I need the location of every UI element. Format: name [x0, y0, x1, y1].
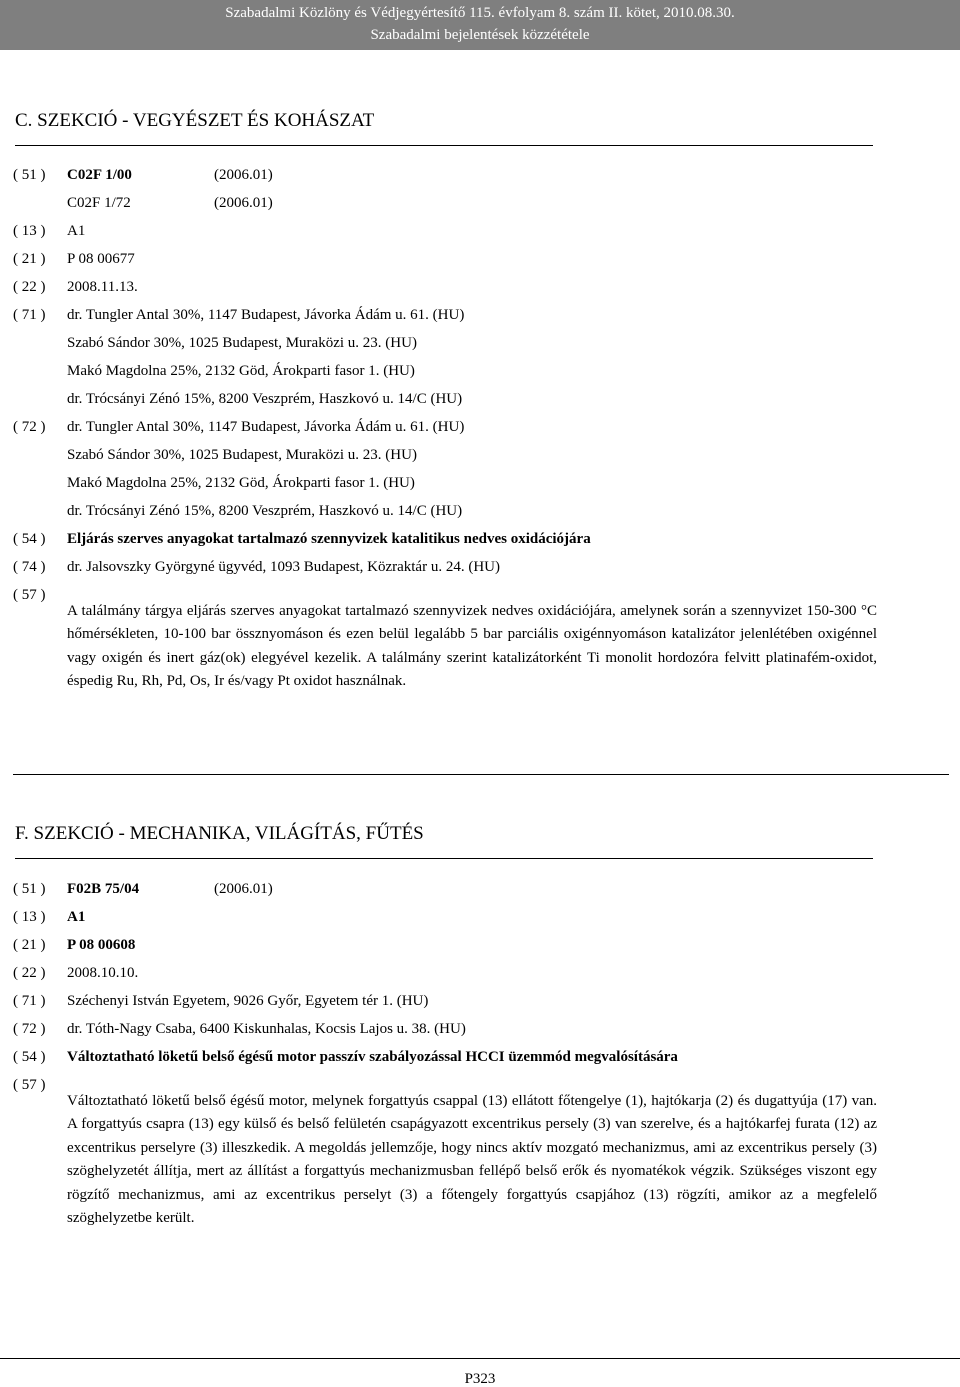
biblio-row — [13, 555, 933, 579]
inventor: Makó Magdolna 25%, 2132 Göd, Árokparti fasor 1. (HU) — [67, 475, 415, 491]
filing-date: 2008.11.13. — [67, 279, 138, 295]
biblio-row — [13, 387, 933, 411]
biblio-row — [13, 961, 933, 985]
biblio-row — [13, 1017, 933, 1041]
biblio-row — [13, 905, 933, 929]
biblio-row — [13, 275, 933, 299]
abstract-text: A találmány tárgya eljárás szerves anyagokat tartalmazó szennyvizek nedves oxidációjára, amelynek során a szennyvizet 150-300 °C hőmérsékleten, 10-100 bar össznyomáson és ezen belül legalább 5 bar parciális oxigénnyomáson katalizátor jelenlétében oxigénnel vagy oxigén és inert gáz(ok) elegyével kezelik. A találmány szerint katalizátorként Ti monolit hordozóra felvitt platinafém-oxidot, éspedig Ru, Rh, Pd, Os, Ir és/vagy Pt oxidot használnak. — [67, 603, 877, 690]
biblio-row — [13, 1045, 933, 1069]
section-c-rule — [15, 145, 873, 146]
biblio-row — [13, 331, 933, 355]
inid-code: ( 74 ) — [13, 559, 46, 575]
biblio-row — [13, 933, 933, 957]
applicant: Szabó Sándor 30%, 1025 Budapest, Muraközi u. 23. (HU) — [67, 335, 417, 351]
inid-code: ( 21 ) — [13, 937, 46, 953]
kind-code: A1 — [67, 223, 86, 239]
ipc-class: C02F 1/00 — [67, 167, 132, 183]
biblio-row — [13, 191, 933, 215]
page-header-band — [0, 0, 960, 50]
inventor: dr. Tóth-Nagy Csaba, 6400 Kiskunhalas, Kocsis Lajos u. 38. (HU) — [67, 1021, 466, 1037]
biblio-row — [13, 989, 933, 1013]
application-number: P 08 00608 — [67, 937, 136, 953]
inventor: dr. Tungler Antal 30%, 1147 Budapest, Jávorka Ádám u. 61. (HU) — [67, 419, 465, 435]
biblio-row — [13, 163, 933, 187]
page-number: P323 — [464, 1371, 496, 1387]
inid-code: ( 13 ) — [13, 909, 46, 925]
inid-code: ( 51 ) — [13, 881, 46, 897]
applicant: dr. Trócsányi Zénó 15%, 8200 Veszprém, Haszkovó u. 14/C (HU) — [67, 391, 463, 407]
invention-title: Eljárás szerves anyagokat tartalmazó szennyvizek katalitikus nedves oxidációjára — [67, 531, 591, 547]
inid-code: ( 57 ) — [13, 587, 46, 603]
biblio-row — [13, 359, 933, 383]
filing-date: 2008.10.10. — [67, 965, 139, 981]
abstract-text: Változtatható löketű belső égésű motor, melynek forgattyús csappal (13) ellátott főtengelye (1), hajtókarja (2) és dugattyúja (17) van. A forgattyús csapra (13) egy külső és belső felületén csapágyazott excentrikus persely (3) van szerelve, és a hajtókarfej furata (12) az excentrikus perselyre (3) illeszkedik. A megoldás jellemzője, hogy nincs aktív mozgató mechanizmus, ami az excentrikus persely (3) szöghelyzetét állítja, mert az állítást a forgattyús mechanizmusban fellépő belső erők és nyomatékok végzik. Szükséges viszont egy rögzítő mechanizmus, ami az excentrikus perselyt (3) a főtengely forgattyús csapjához (13) rögzíti, amikor az a megfelelő szöghelyzetbe került. — [67, 1093, 877, 1227]
footer-rule — [0, 1358, 960, 1359]
biblio-row — [13, 877, 933, 901]
applicant: Makó Magdolna 25%, 2132 Göd, Árokparti fasor 1. (HU) — [67, 363, 415, 379]
inid-code: ( 21 ) — [13, 251, 46, 267]
inid-code: ( 51 ) — [13, 167, 46, 183]
biblio-row — [13, 499, 933, 523]
inid-code: ( 71 ) — [13, 307, 46, 323]
biblio-row — [13, 219, 933, 243]
biblio-row — [13, 247, 933, 271]
inid-code: ( 72 ) — [13, 419, 46, 435]
biblio-row — [13, 471, 933, 495]
section-divider — [13, 774, 949, 775]
ipc-date: (2006.01) — [214, 881, 273, 897]
ipc-date: (2006.01) — [214, 195, 273, 211]
application-number: P 08 00677 — [67, 251, 135, 267]
inid-code: ( 54 ) — [13, 1049, 46, 1065]
invention-title: Változtatható löketű belső égésű motor passzív szabályozással HCCI üzemmód megvalósítására — [67, 1049, 678, 1065]
ipc-date: (2006.01) — [214, 167, 273, 183]
section-f-rule — [15, 858, 873, 859]
inventor: dr. Trócsányi Zénó 15%, 8200 Veszprém, Haszkovó u. 14/C (HU) — [67, 503, 463, 519]
ipc-class: F02B 75/04 — [67, 881, 140, 897]
inid-code: ( 22 ) — [13, 965, 46, 981]
inid-code: ( 57 ) — [13, 1077, 46, 1093]
inid-code: ( 54 ) — [13, 531, 46, 547]
section-f-title: F. SZEKCIÓ - MECHANIKA, VILÁGÍTÁS, FŰTÉS — [15, 823, 424, 844]
inid-code: ( 71 ) — [13, 993, 46, 1009]
applicant: dr. Tungler Antal 30%, 1147 Budapest, Jávorka Ádám u. 61. (HU) — [67, 307, 465, 323]
representative: dr. Jalsovszky Györgyné ügyvéd, 1093 Budapest, Közraktár u. 24. (HU) — [67, 559, 500, 575]
biblio-row — [13, 527, 933, 551]
biblio-row — [13, 443, 933, 467]
inid-code: ( 72 ) — [13, 1021, 46, 1037]
inventor: Szabó Sándor 30%, 1025 Budapest, Muraközi u. 23. (HU) — [67, 447, 417, 463]
journal-title: Szabadalmi Közlöny és Védjegyértesítő 115. évfolyam 8. szám II. kötet, 2010.08.30. — [225, 5, 735, 21]
section-c-title: C. SZEKCIÓ - VEGYÉSZET ÉS KOHÁSZAT — [15, 110, 375, 131]
biblio-row — [13, 415, 933, 439]
inid-code: ( 13 ) — [13, 223, 46, 239]
kind-code: A1 — [67, 909, 86, 925]
journal-subtitle: Szabadalmi bejelentések közzététele — [370, 27, 590, 43]
ipc-class: C02F 1/72 — [67, 195, 131, 211]
biblio-row — [13, 303, 933, 327]
applicant: Széchenyi István Egyetem, 9026 Győr, Egyetem tér 1. (HU) — [67, 993, 429, 1009]
inid-code: ( 22 ) — [13, 279, 46, 295]
